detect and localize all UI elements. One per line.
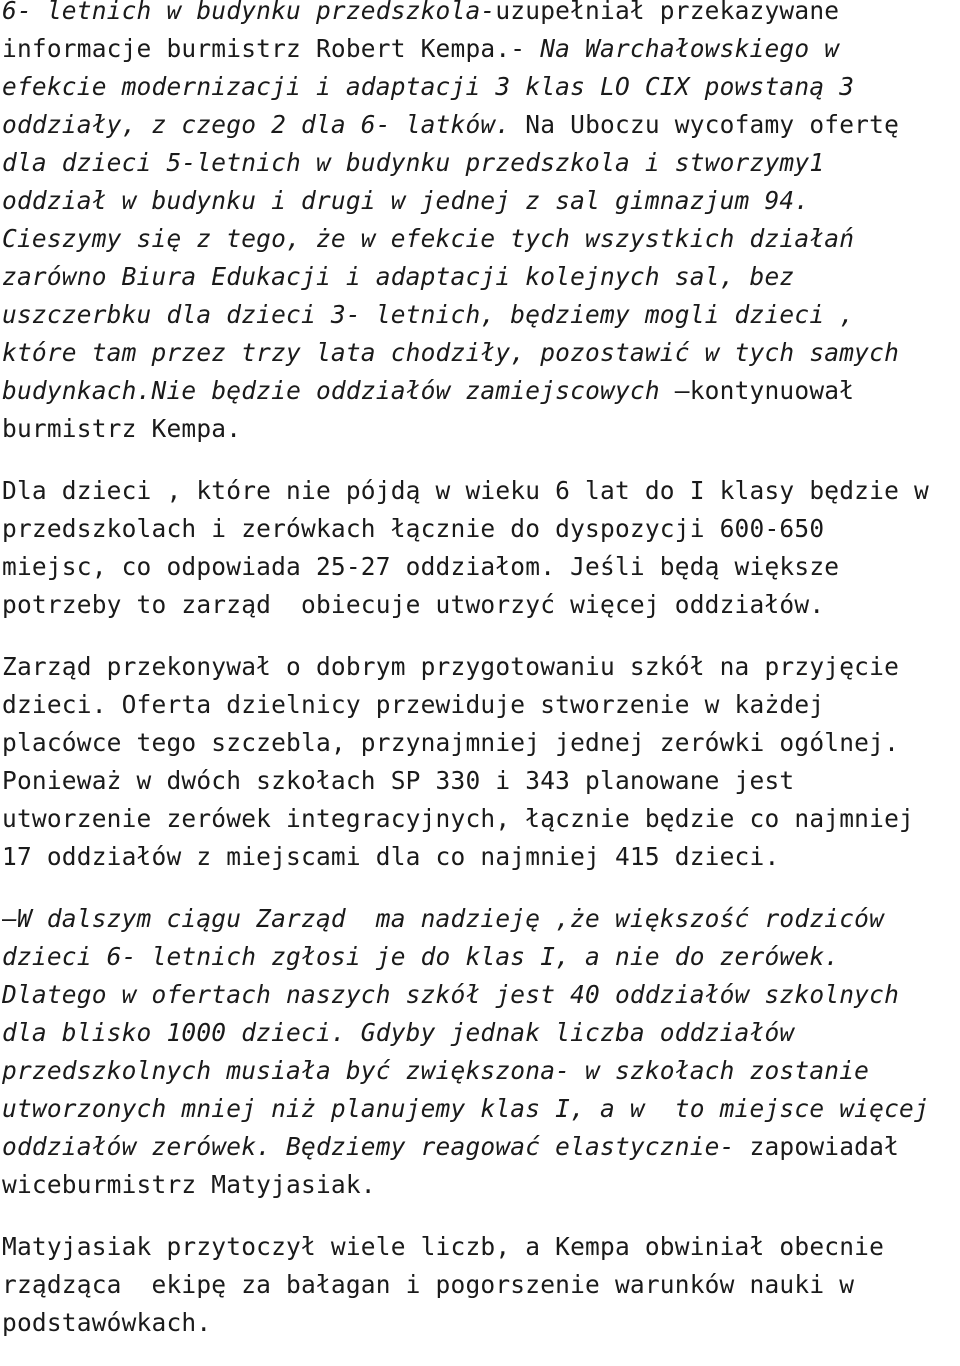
paragraph [2, 900, 958, 1204]
text-segment: efekcie modernizacji i adaptacji 3 klas LO CIX powstaną 3 [2, 72, 855, 101]
text-segment: które tam przez trzy lata chodziły, pozostawić w tych samych [2, 338, 900, 367]
text-segment: dzieci 6- letnich zgłosi je do klas I, a nie do zerówek. [2, 942, 840, 971]
text-segment: dla dzieci 5-letnich w budynku przedszkola i stworzymy1 [2, 148, 825, 177]
text-line [2, 838, 958, 876]
text-segment: wiceburmistrz Matyjasiak. [2, 1170, 376, 1199]
text-segment: 6- letnich w budynku przedszkola- [2, 0, 496, 25]
text-segment: przedszkolnych musiała być zwiększona- w szkołach zostanie [2, 1056, 870, 1085]
text-segment: oddziały, z czego 2 dla 6- latków. [2, 110, 526, 139]
paragraph [2, 1228, 958, 1342]
text-line [2, 372, 958, 410]
text-line [2, 1304, 958, 1342]
paragraph [2, 472, 958, 624]
text-segment: podstawówkach. [2, 1308, 212, 1337]
text-line [2, 106, 958, 144]
text-segment: Nie będzie oddziałów zamiejscowych [151, 376, 675, 405]
text-segment: Ponieważ w dwóch szkołach SP 330 i 343 planowane jest [2, 766, 795, 795]
text-line [2, 144, 958, 182]
text-segment: oddział w budynku i drugi w jednej z sal gimnazjum 94. [2, 186, 810, 215]
text-line [2, 220, 958, 258]
text-segment: placówce tego szczebla, przynajmniej jednej zerówki ogólnej. [2, 728, 900, 757]
text-line [2, 296, 958, 334]
text-segment: dzieci. Oferta dzielnicy przewiduje stworzenie w każdej [2, 690, 825, 719]
text-line [2, 762, 958, 800]
text-segment: Dlatego w ofertach naszych szkół jest 40 oddziałów szkolnych [2, 980, 900, 1009]
text-line [2, 724, 958, 762]
text-line [2, 182, 958, 220]
text-segment: oddziałów zerówek. Będziemy reagować elastycznie- [2, 1132, 750, 1161]
text-line [2, 548, 958, 586]
paragraph [2, 0, 958, 448]
text-line [2, 976, 958, 1014]
text-line [2, 30, 958, 68]
text-line [2, 0, 958, 30]
text-line [2, 800, 958, 838]
text-segment: utworzenie zerówek integracyjnych, łącznie będzie co najmniej [2, 804, 914, 833]
text-line [2, 1166, 958, 1204]
text-line [2, 1128, 958, 1166]
text-line [2, 938, 958, 976]
text-segment: przedszkolach i zerówkach łącznie do dyspozycji 600-650 [2, 514, 825, 543]
article-body [2, 0, 958, 1366]
text-line [2, 686, 958, 724]
text-segment: uzupełniał przekazywane [495, 0, 840, 25]
text-line [2, 334, 958, 372]
text-line [2, 586, 958, 624]
text-line [2, 1266, 958, 1304]
text-line [2, 900, 958, 938]
text-segment: potrzeby to zarząd obiecuje utworzyć więcej oddziałów. [2, 590, 825, 619]
text-segment: 17 oddziałów z miejscami dla co najmniej 415 dzieci. [2, 842, 780, 871]
text-line [2, 410, 958, 448]
text-segment: Cieszymy się z tego, że w efekcie tych wszystkich działań [2, 224, 855, 253]
text-segment: zarówno Biura Edukacji i adaptacji kolejnych sal, bez [2, 262, 795, 291]
text-segment: –W dalszym ciągu Zarząd ma nadzieję ,że większość rodziców [2, 904, 885, 933]
paragraph [2, 648, 958, 876]
text-segment: Na Warchałowskiego w [540, 34, 840, 63]
text-segment: informacje burmistrz Robert Kempa.- [2, 34, 541, 63]
text-segment: budynkach. [2, 376, 152, 405]
text-line [2, 472, 958, 510]
text-segment: utworzonych mniej niż planujemy klas I, a w to miejsce więcej [2, 1094, 929, 1123]
text-segment: –kontynuował [674, 376, 855, 405]
text-segment: burmistrz Kempa. [2, 414, 242, 443]
text-line [2, 1014, 958, 1052]
text-line [2, 1090, 958, 1128]
text-segment: rządząca ekipę za bałagan i pogorszenie warunków nauki w [2, 1270, 855, 1299]
text-line [2, 258, 958, 296]
text-segment: Matyjasiak przytoczył wiele liczb, a Kempa obwiniał obecnie [2, 1232, 885, 1261]
text-line [2, 1228, 958, 1266]
text-line [2, 68, 958, 106]
text-segment: Zarząd przekonywał o dobrym przygotowaniu szkół na przyjęcie [2, 652, 900, 681]
text-line [2, 510, 958, 548]
text-segment: zapowiadał [749, 1132, 900, 1161]
text-segment: dla blisko 1000 dzieci. Gdyby jednak liczba oddziałów [2, 1018, 795, 1047]
text-segment: Na Uboczu wycofamy ofertę [525, 110, 900, 139]
text-line [2, 1052, 958, 1090]
text-segment: uszczerbku dla dzieci 3- letnich, będziemy mogli dzieci , [2, 300, 855, 329]
text-segment: Dla dzieci , które nie pójdą w wieku 6 lat do I klasy będzie w [2, 476, 929, 505]
text-segment: miejsc, co odpowiada 25-27 oddziałom. Jeśli będą większe [2, 552, 840, 581]
text-line [2, 648, 958, 686]
